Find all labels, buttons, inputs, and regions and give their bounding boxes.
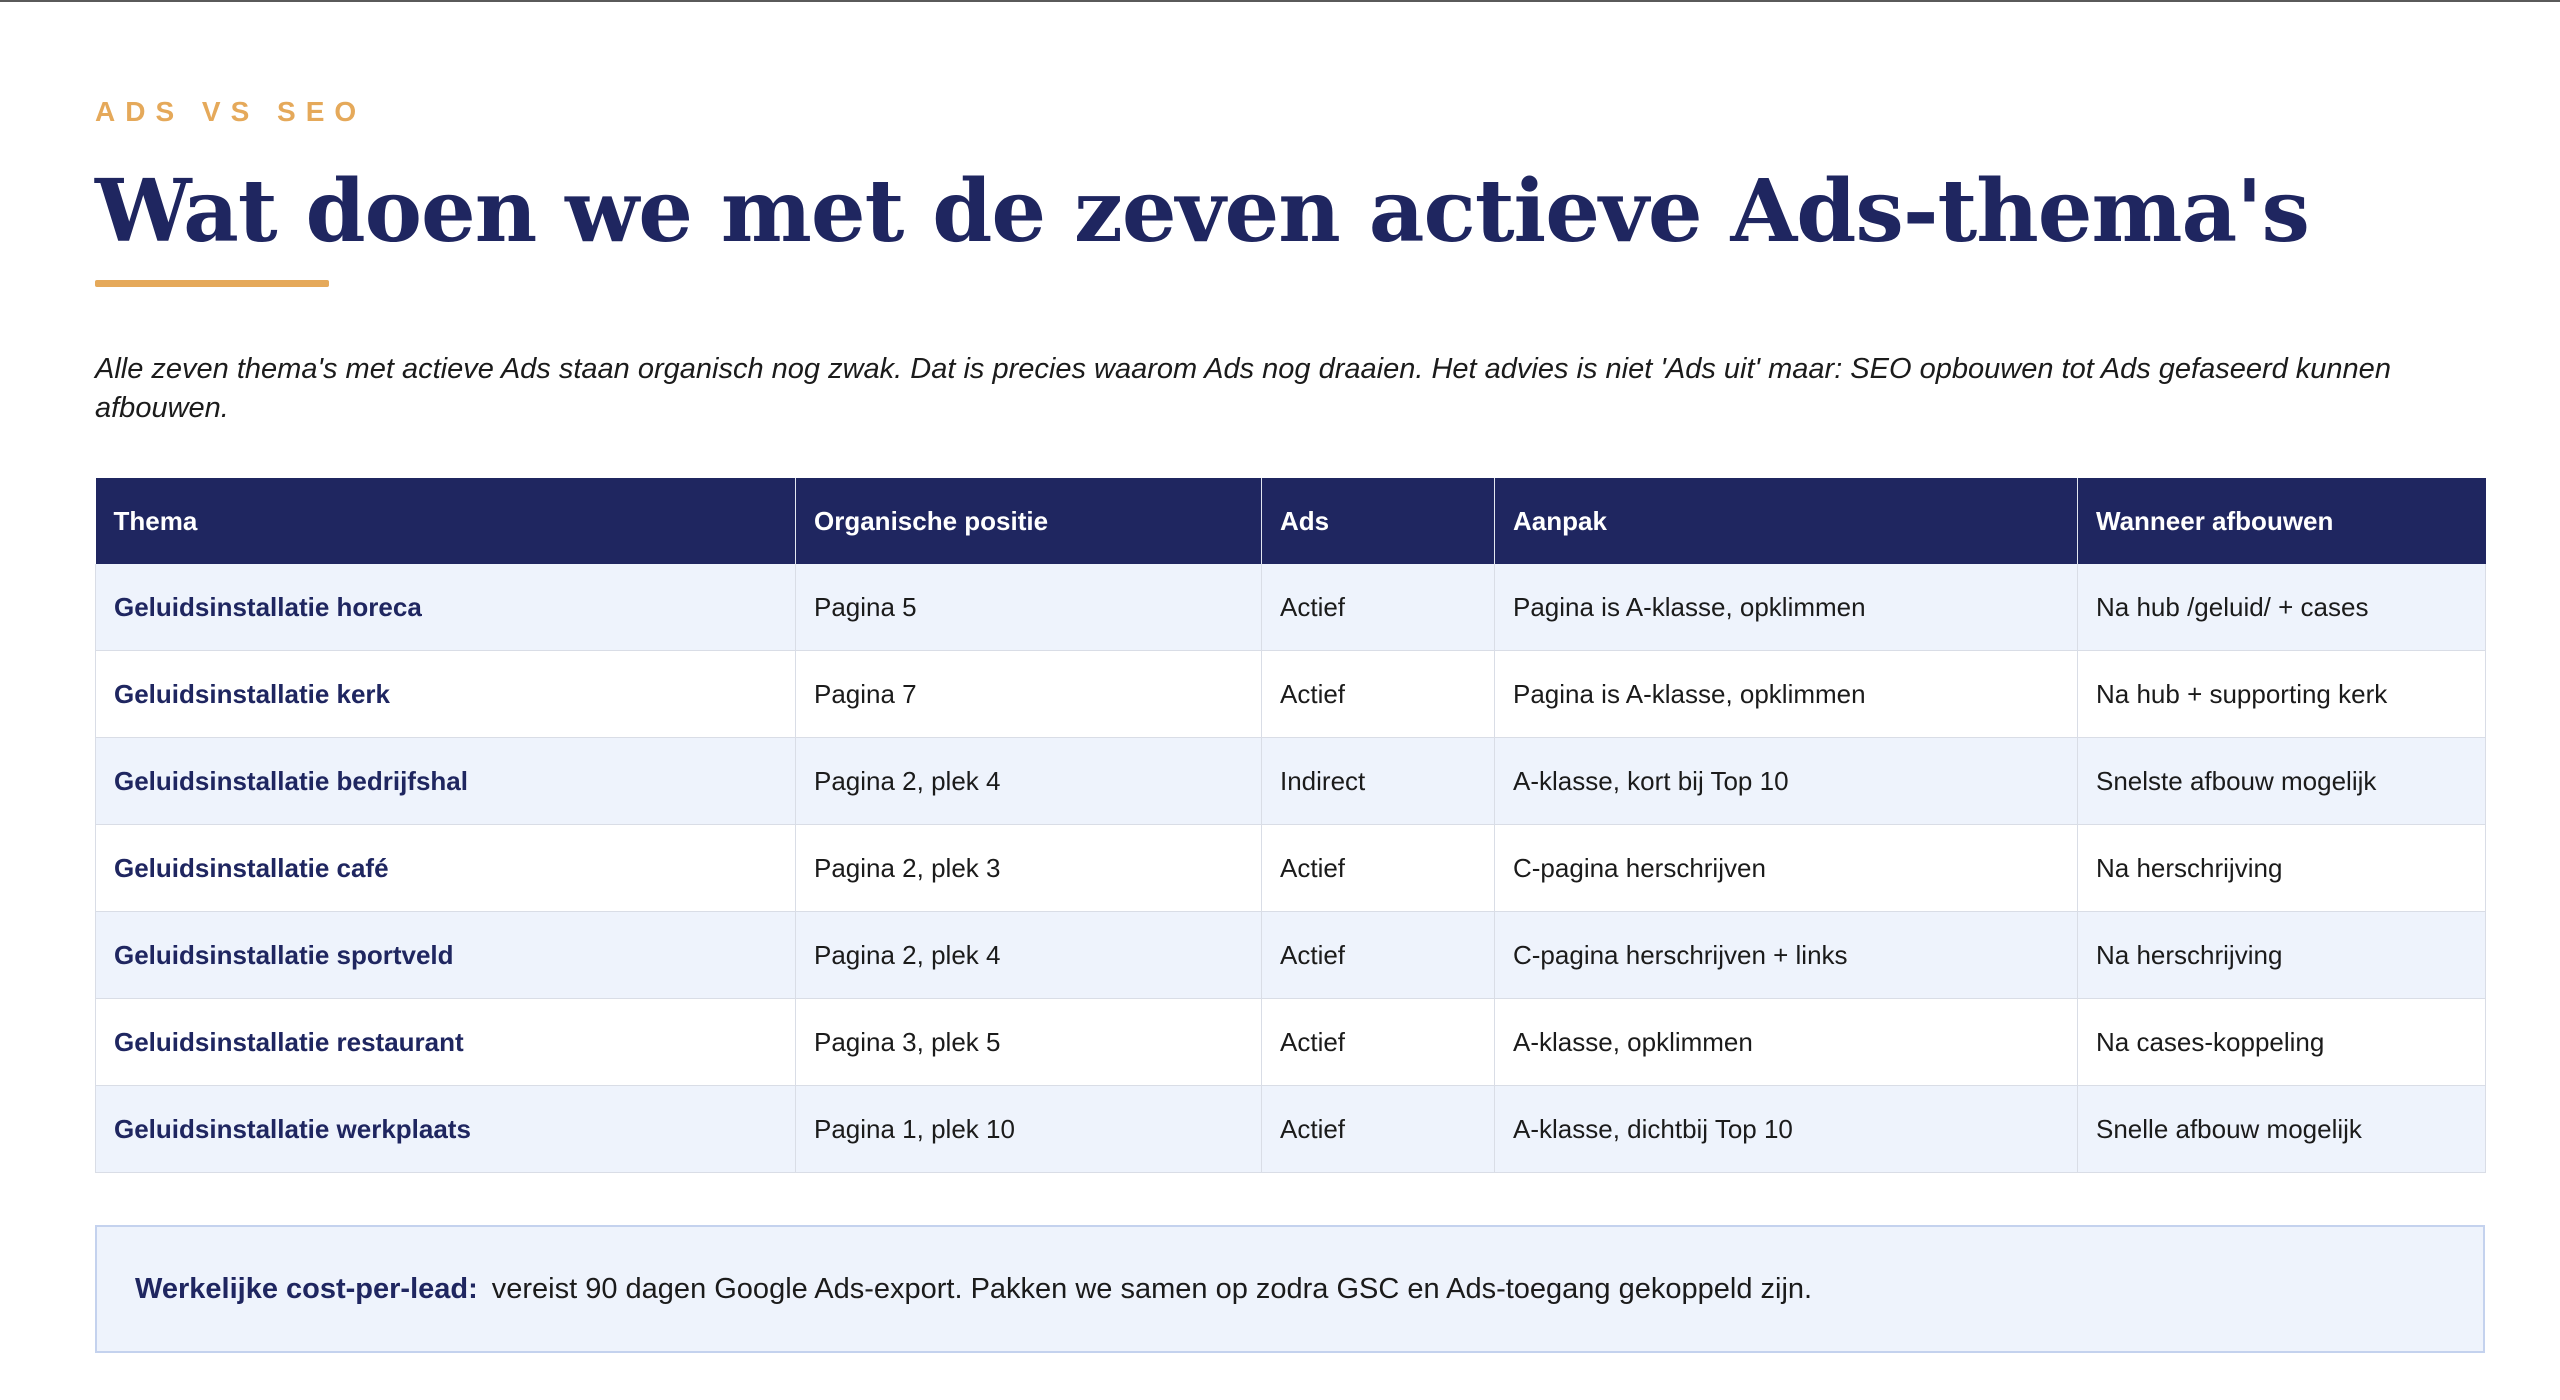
cell-aanpak: C-pagina herschrijven xyxy=(1495,825,2078,912)
column-header-thema: Thema xyxy=(96,478,796,564)
table-row xyxy=(96,1086,2486,1173)
cell-wanneer-afbouwen: Snelle afbouw mogelijk xyxy=(2078,1086,2486,1173)
column-header-aanpak: Aanpak xyxy=(1495,478,2078,564)
cell-aanpak: A-klasse, kort bij Top 10 xyxy=(1495,738,2078,825)
table-row xyxy=(96,738,2486,825)
table-body xyxy=(96,564,2486,1173)
cell-thema: Geluidsinstallatie horeca xyxy=(96,564,796,651)
cell-aanpak: A-klasse, dichtbij Top 10 xyxy=(1495,1086,2078,1173)
cell-organische-positie: Pagina 3, plek 5 xyxy=(796,999,1262,1086)
column-header-organische-positie: Organische positie xyxy=(796,478,1262,564)
cell-organische-positie: Pagina 2, plek 3 xyxy=(796,825,1262,912)
table-row xyxy=(96,564,2486,651)
cell-aanpak: Pagina is A-klasse, opklimmen xyxy=(1495,651,2078,738)
table-row xyxy=(96,651,2486,738)
eyebrow-label: ADS VS SEO xyxy=(95,96,367,127)
table-row xyxy=(96,912,2486,999)
title-underline-accent xyxy=(95,280,329,287)
cell-wanneer-afbouwen: Snelste afbouw mogelijk xyxy=(2078,738,2486,825)
cell-ads: Actief xyxy=(1262,999,1495,1086)
cost-per-lead-callout xyxy=(95,1225,2485,1353)
cell-thema: Geluidsinstallatie sportveld xyxy=(96,912,796,999)
page-title: Wat doen we met de zeven actieve Ads-thema's xyxy=(95,161,2309,262)
cell-wanneer-afbouwen: Na cases-koppeling xyxy=(2078,999,2486,1086)
cell-wanneer-afbouwen: Na herschrijving xyxy=(2078,825,2486,912)
table-row xyxy=(96,825,2486,912)
cell-thema: Geluidsinstallatie café xyxy=(96,825,796,912)
cell-wanneer-afbouwen: Na herschrijving xyxy=(2078,912,2486,999)
cell-organische-positie: Pagina 2, plek 4 xyxy=(796,738,1262,825)
intro-paragraph: Alle zeven thema's met actieve Ads staan organisch nog zwak. Dat is precies waarom Ads nog draaien. Het advies is niet 'Ads uit' maar: SEO opbouwen tot Ads gefaseerd kunnen afbouwen. xyxy=(95,353,2391,424)
cell-ads: Indirect xyxy=(1262,738,1495,825)
cell-thema: Geluidsinstallatie restaurant xyxy=(96,999,796,1086)
cell-thema: Geluidsinstallatie kerk xyxy=(96,651,796,738)
table-header xyxy=(96,478,2486,564)
themes-table-container xyxy=(95,478,2485,1173)
cell-organische-positie: Pagina 7 xyxy=(796,651,1262,738)
callout-text: vereist 90 dagen Google Ads-export. Pakken we samen op zodra GSC en Ads-toegang gekoppeld zijn. xyxy=(491,1272,1813,1305)
column-header-wanneer-afbouwen: Wanneer afbouwen xyxy=(2078,478,2486,564)
table-row xyxy=(96,999,2486,1086)
cell-organische-positie: Pagina 5 xyxy=(796,564,1262,651)
cell-organische-positie: Pagina 2, plek 4 xyxy=(796,912,1262,999)
cell-aanpak: C-pagina herschrijven + links xyxy=(1495,912,2078,999)
column-header-ads: Ads xyxy=(1262,478,1495,564)
cell-ads: Actief xyxy=(1262,912,1495,999)
cell-aanpak: Pagina is A-klasse, opklimmen xyxy=(1495,564,2078,651)
cell-aanpak: A-klasse, opklimmen xyxy=(1495,999,2078,1086)
cell-ads: Actief xyxy=(1262,1086,1495,1173)
cell-ads: Actief xyxy=(1262,564,1495,651)
cell-thema: Geluidsinstallatie bedrijfshal xyxy=(96,738,796,825)
cell-ads: Actief xyxy=(1262,651,1495,738)
table-header-row xyxy=(96,478,2486,564)
cell-wanneer-afbouwen: Na hub + supporting kerk xyxy=(2078,651,2486,738)
cell-wanneer-afbouwen: Na hub /geluid/ + cases xyxy=(2078,564,2486,651)
callout-label: Werkelijke cost-per-lead: xyxy=(135,1272,478,1305)
themes-table xyxy=(95,478,2486,1173)
cell-ads: Actief xyxy=(1262,825,1495,912)
cell-thema: Geluidsinstallatie werkplaats xyxy=(96,1086,796,1173)
cell-organische-positie: Pagina 1, plek 10 xyxy=(796,1086,1262,1173)
